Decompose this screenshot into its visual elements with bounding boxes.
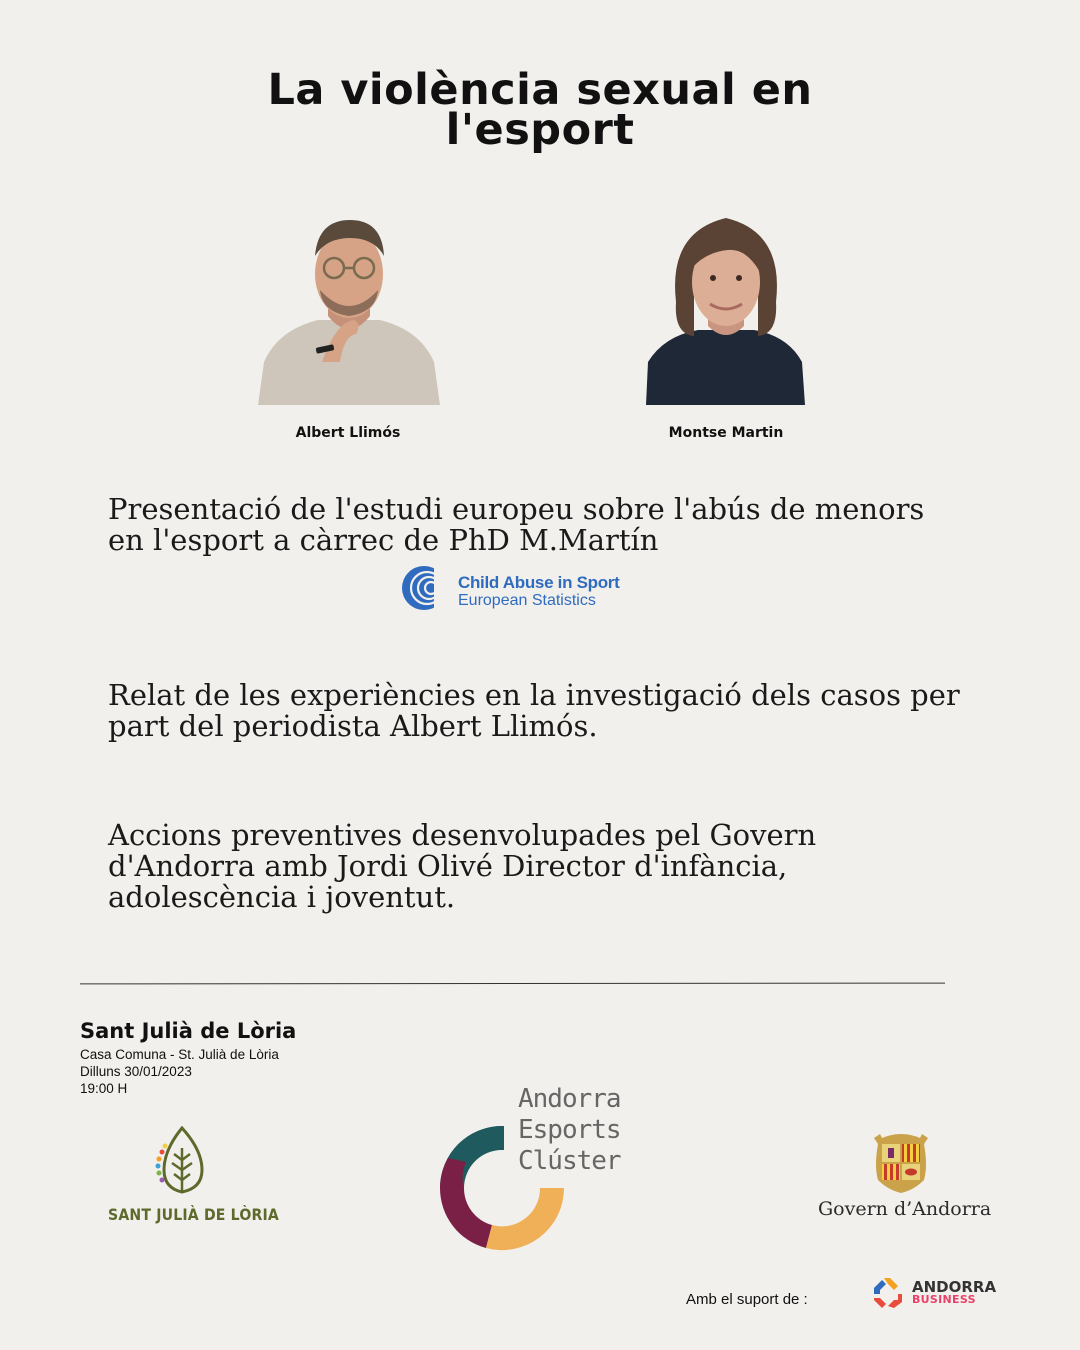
sant-julia-logo (150, 1126, 220, 1196)
paragraph-study (108, 494, 988, 556)
andorra-business-subtext: BUSINESS (912, 1293, 976, 1306)
paragraph-line: Relat de les experiències en la investigació dels casos per (108, 678, 960, 712)
paragraph-line: Presentació de l'estudi europeu sobre l'abús de menors (108, 492, 925, 526)
leaf-tree-icon (150, 1126, 220, 1196)
andorra-business-text: ANDORRA (912, 1278, 997, 1296)
support-label: Amb el suport de : (686, 1291, 808, 1308)
aec-line-2: Esports (518, 1115, 621, 1145)
title-line-1: La violència sexual en (267, 65, 813, 115)
child-abuse-in-sport-logo (400, 563, 630, 615)
speaker-name-albert: Albert Llimós (295, 425, 401, 441)
paragraph-line: Accions preventives desenvolupades pel Govern (108, 818, 817, 852)
sant-julia-logo-text: SANT JULIÀ DE LÒRIA (108, 1205, 279, 1224)
page-title (140, 65, 940, 155)
aec-line-1: Andorra (518, 1084, 621, 1114)
paragraph-line: adolescència i joventut. (108, 880, 456, 914)
coat-of-arms-icon (868, 1130, 934, 1194)
paragraph-preventive-actions (108, 820, 988, 913)
paragraph-line: part del periodista Albert Llimós. (108, 709, 598, 743)
aec-line-3: Clúster (518, 1146, 621, 1176)
govern-andorra-coat-of-arms (868, 1130, 934, 1194)
andorra-business-logo (870, 1276, 906, 1310)
govern-andorra-text: Govern d’Andorra (818, 1198, 992, 1220)
paragraph-line: en l'esport a càrrec de PhD M.Martín (108, 523, 659, 557)
divider (80, 983, 945, 985)
speaker-name-montse: Montse Martin (668, 425, 784, 441)
location-title: Sant Julià de Lòria (80, 1019, 297, 1043)
title-line-2: l'esport (445, 105, 635, 155)
paragraph-journalist (108, 680, 988, 742)
cas-circles-icon (400, 563, 450, 613)
event-date: Dilluns 30/01/2023 (80, 1064, 192, 1079)
paragraph-line: d'Andorra amb Jordi Olivé Director d'infància, (108, 849, 788, 883)
cas-logo-title: Child Abuse in Sport (458, 573, 620, 592)
speaker-photo-albert (258, 212, 440, 405)
cas-logo-subtitle: European Statistics (458, 592, 596, 609)
andorra-business-icon (870, 1276, 906, 1310)
speaker-photo-montse (646, 212, 805, 405)
location-venue: Casa Comuna - St. Julià de Lòria (80, 1047, 279, 1062)
event-time: 19:00 H (80, 1081, 128, 1096)
